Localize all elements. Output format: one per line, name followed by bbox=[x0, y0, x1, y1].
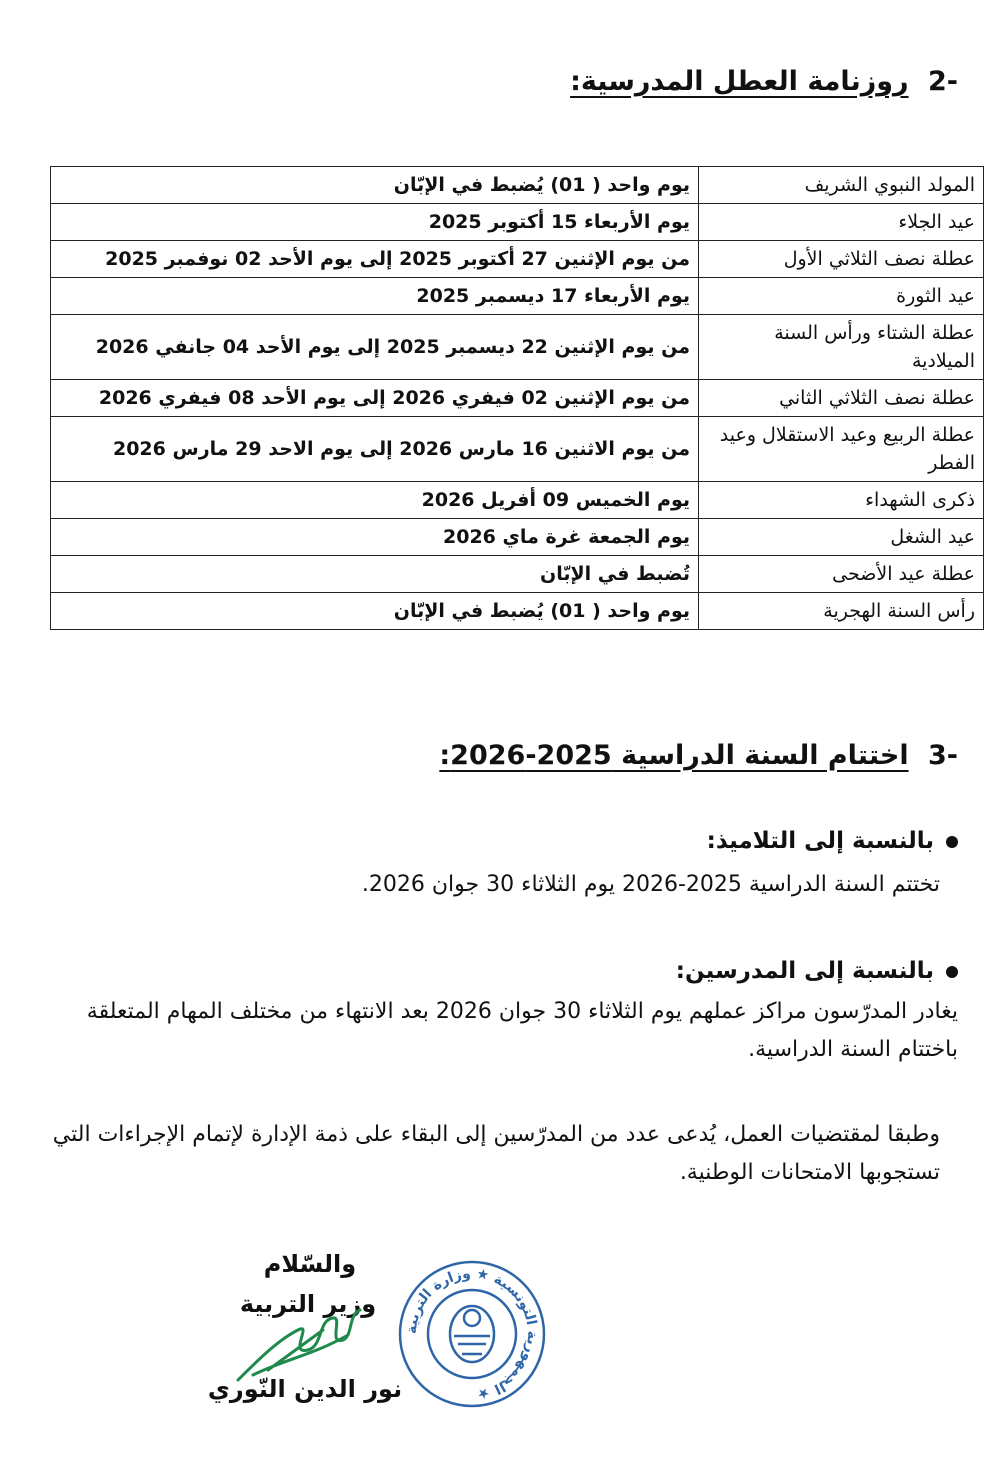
minister-role: وزير التربية bbox=[239, 1290, 377, 1318]
holiday-name: عطلة نصف الثلاثي الثاني bbox=[699, 380, 984, 417]
holiday-date: يوم الجمعة غرة ماي 2026 bbox=[51, 519, 699, 556]
table-row bbox=[51, 556, 984, 593]
table-row bbox=[51, 241, 984, 278]
table-row bbox=[51, 519, 984, 556]
holiday-name: عيد الثورة bbox=[699, 278, 984, 315]
table-row bbox=[51, 167, 984, 204]
note-paragraph: وطبقا لمقتضيات العمل، يُدعى عدد من المدرّسين إلى البقاء على ذمة الإدارة لإتمام الإجراءات التي تستجوبها الامتحانات الوطنية. bbox=[52, 1122, 940, 1185]
holiday-name: عطلة الشتاء ورأس السنة الميلادية bbox=[699, 315, 984, 380]
holiday-name: عطلة نصف الثلاثي الأول bbox=[699, 241, 984, 278]
holiday-name: عيد الشغل bbox=[699, 519, 984, 556]
students-heading-text: بالنسبة إلى التلاميذ: bbox=[706, 828, 934, 854]
table-row bbox=[51, 482, 984, 519]
bullet-icon bbox=[946, 966, 958, 978]
table-row bbox=[51, 278, 984, 315]
holiday-name: رأس السنة الهجرية bbox=[699, 593, 984, 630]
section-2-heading bbox=[570, 66, 958, 97]
holiday-name: المولد النبوي الشريف bbox=[699, 167, 984, 204]
holiday-name: عطلة عيد الأضحى bbox=[699, 556, 984, 593]
section-3-number: -3 bbox=[927, 740, 958, 771]
section-2-number: -2 bbox=[927, 66, 958, 97]
holiday-date: من يوم الإثنين 22 ديسمبر 2025 إلى يوم الأحد 04 جانفي 2026 bbox=[51, 315, 699, 380]
holiday-date: تُضبط في الإبّان bbox=[51, 556, 699, 593]
holiday-date: من يوم الإثنين 27 أكتوبر 2025 إلى يوم الأحد 02 نوفمبر 2025 bbox=[51, 241, 699, 278]
closing-salutation: والسّلام bbox=[263, 1250, 357, 1278]
holiday-date: يوم الأربعاء 15 أكتوبر 2025 bbox=[51, 204, 699, 241]
students-text: تختتم السنة الدراسية 2025-2026 يوم الثلاثاء 30 جوان 2026. bbox=[361, 872, 940, 897]
section-2-title: روزنامة العطل المدرسية: bbox=[570, 66, 909, 97]
table-row bbox=[51, 380, 984, 417]
bullet-icon bbox=[946, 836, 958, 848]
holiday-name: عيد الجلاء bbox=[699, 204, 984, 241]
teachers-heading-text: بالنسبة إلى المدرسين: bbox=[675, 958, 934, 984]
holidays-table bbox=[50, 166, 984, 630]
teachers-text: يغادر المدرّسون مراكز عملهم يوم الثلاثاء 30 جوان 2026 بعد الانتهاء من مختلف المهام المتعلقة باختتام السنة الدراسية. bbox=[86, 999, 958, 1062]
table-row bbox=[51, 204, 984, 241]
holiday-date: يوم واحد ( 01) يُضبط في الإبّان bbox=[51, 593, 699, 630]
table-row bbox=[51, 417, 984, 482]
minister-name: نور الدين النّوري bbox=[207, 1375, 403, 1403]
section-3-heading bbox=[439, 740, 958, 771]
teachers-heading bbox=[676, 958, 958, 984]
holiday-date: يوم الخميس 09 أفريل 2026 bbox=[51, 482, 699, 519]
holiday-date: من يوم الإثنين 02 فيفري 2026 إلى يوم الأحد 08 فيفري 2026 bbox=[51, 380, 699, 417]
seal-ring-text: الجمهورية التونسية ★ وزارة التربية ★ bbox=[403, 1265, 541, 1402]
holiday-date: يوم الأربعاء 17 ديسمبر 2025 bbox=[51, 278, 699, 315]
section-3-title: اختتام السنة الدراسية 2025-2026: bbox=[439, 740, 909, 771]
holiday-date: من يوم الاثنين 16 مارس 2026 إلى يوم الاحد 29 مارس 2026 bbox=[51, 417, 699, 482]
holiday-name: ذكرى الشهداء bbox=[699, 482, 984, 519]
table-row bbox=[51, 593, 984, 630]
holiday-name: عطلة الربيع وعيد الاستقلال وعيد الفطر bbox=[699, 417, 984, 482]
students-heading bbox=[707, 828, 958, 854]
ministry-seal bbox=[396, 1258, 548, 1410]
holiday-date: يوم واحد ( 01) يُضبط في الإبّان bbox=[51, 167, 699, 204]
table-row bbox=[51, 315, 984, 380]
